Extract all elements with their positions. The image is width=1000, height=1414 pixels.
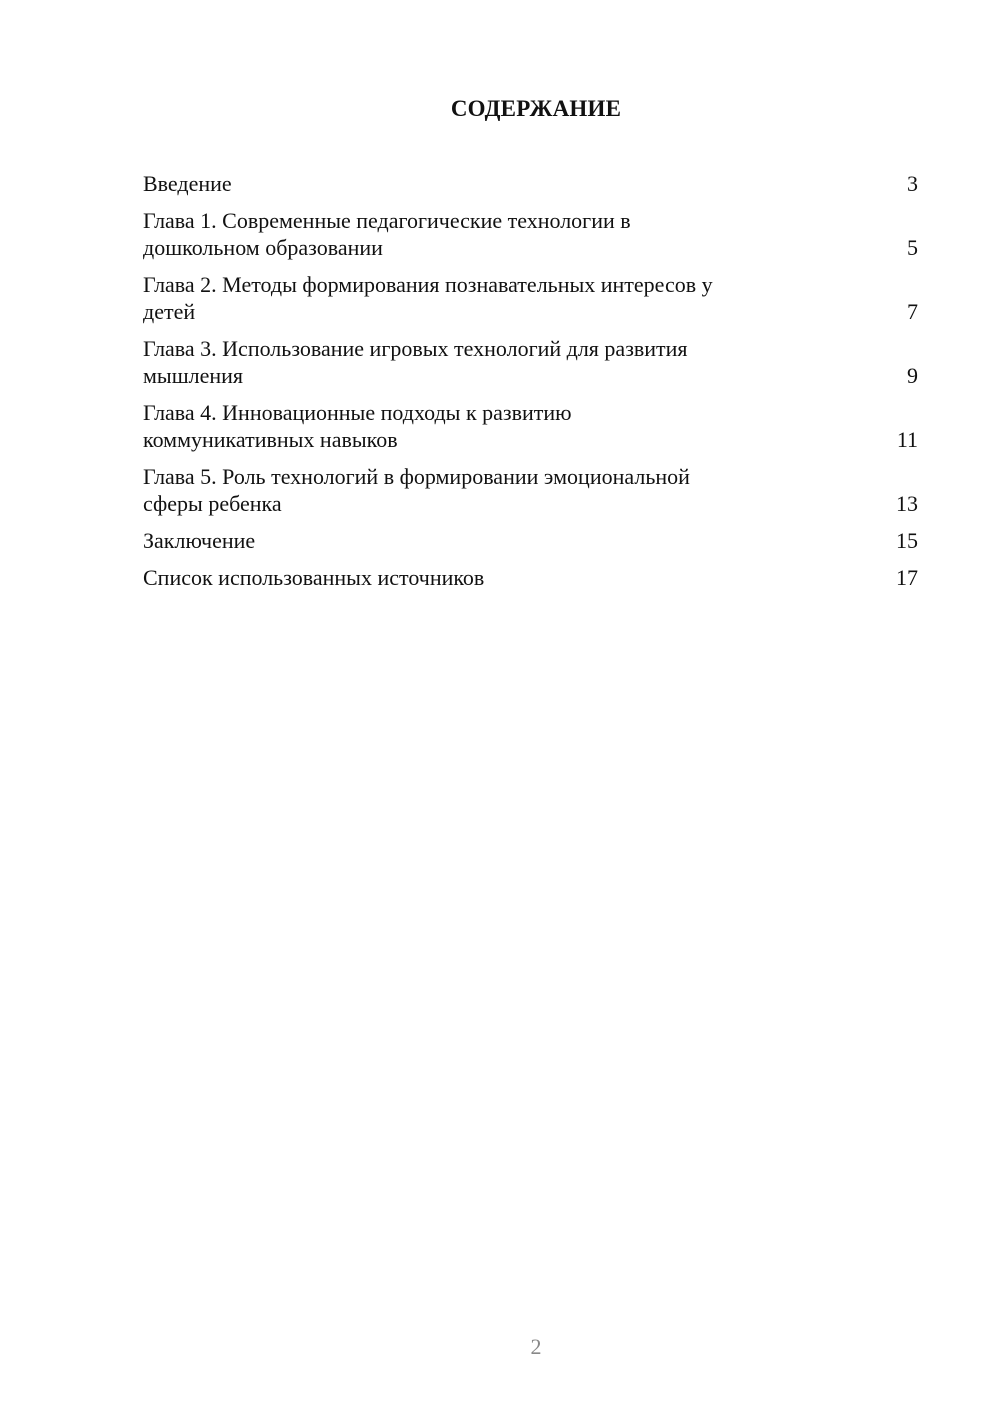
- toc-entry-page: 7: [907, 299, 918, 324]
- toc-entry-references: [143, 564, 918, 591]
- toc-entry-page: 9: [907, 363, 918, 388]
- toc-entry-page: 11: [896, 427, 918, 452]
- toc-entry-title: Глава 3. Использование игровых технологий для развития мышления: [143, 336, 688, 388]
- toc-entry-title: Заключение: [143, 528, 256, 553]
- toc-entry-page: 17: [896, 565, 918, 590]
- toc-entry-title: Глава 2. Методы формирования познавательных интересов у детей: [143, 272, 713, 324]
- page-title: СОДЕРЖАНИЕ: [450, 96, 622, 121]
- toc-entry-introduction: [143, 170, 918, 197]
- toc-entry-title: Глава 1. Современные педагогические технологии в дошкольном образовании: [143, 208, 631, 260]
- table-of-contents: [143, 170, 918, 601]
- toc-entry-chapter-1: [143, 207, 918, 261]
- toc-entry-title: Глава 5. Роль технологий в формировании эмоциональной сферы ребенка: [143, 464, 690, 516]
- toc-entry-chapter-4: [143, 399, 918, 453]
- toc-entry-chapter-5: [143, 463, 918, 517]
- toc-entry-chapter-3: [143, 335, 918, 389]
- toc-entry-title: Введение: [143, 171, 232, 196]
- toc-entry-page: 13: [896, 491, 918, 516]
- toc-entry-page: 3: [907, 171, 918, 196]
- toc-entry-title: Список использованных источников: [143, 565, 485, 590]
- toc-entry-page: 15: [896, 528, 918, 553]
- toc-entry-page: 5: [907, 235, 918, 260]
- toc-entry-conclusion: [143, 527, 918, 554]
- page-number: 2: [530, 1334, 542, 1359]
- toc-entry-chapter-2: [143, 271, 918, 325]
- toc-entry-title: Глава 4. Инновационные подходы к развитию коммуникативных навыков: [143, 400, 572, 452]
